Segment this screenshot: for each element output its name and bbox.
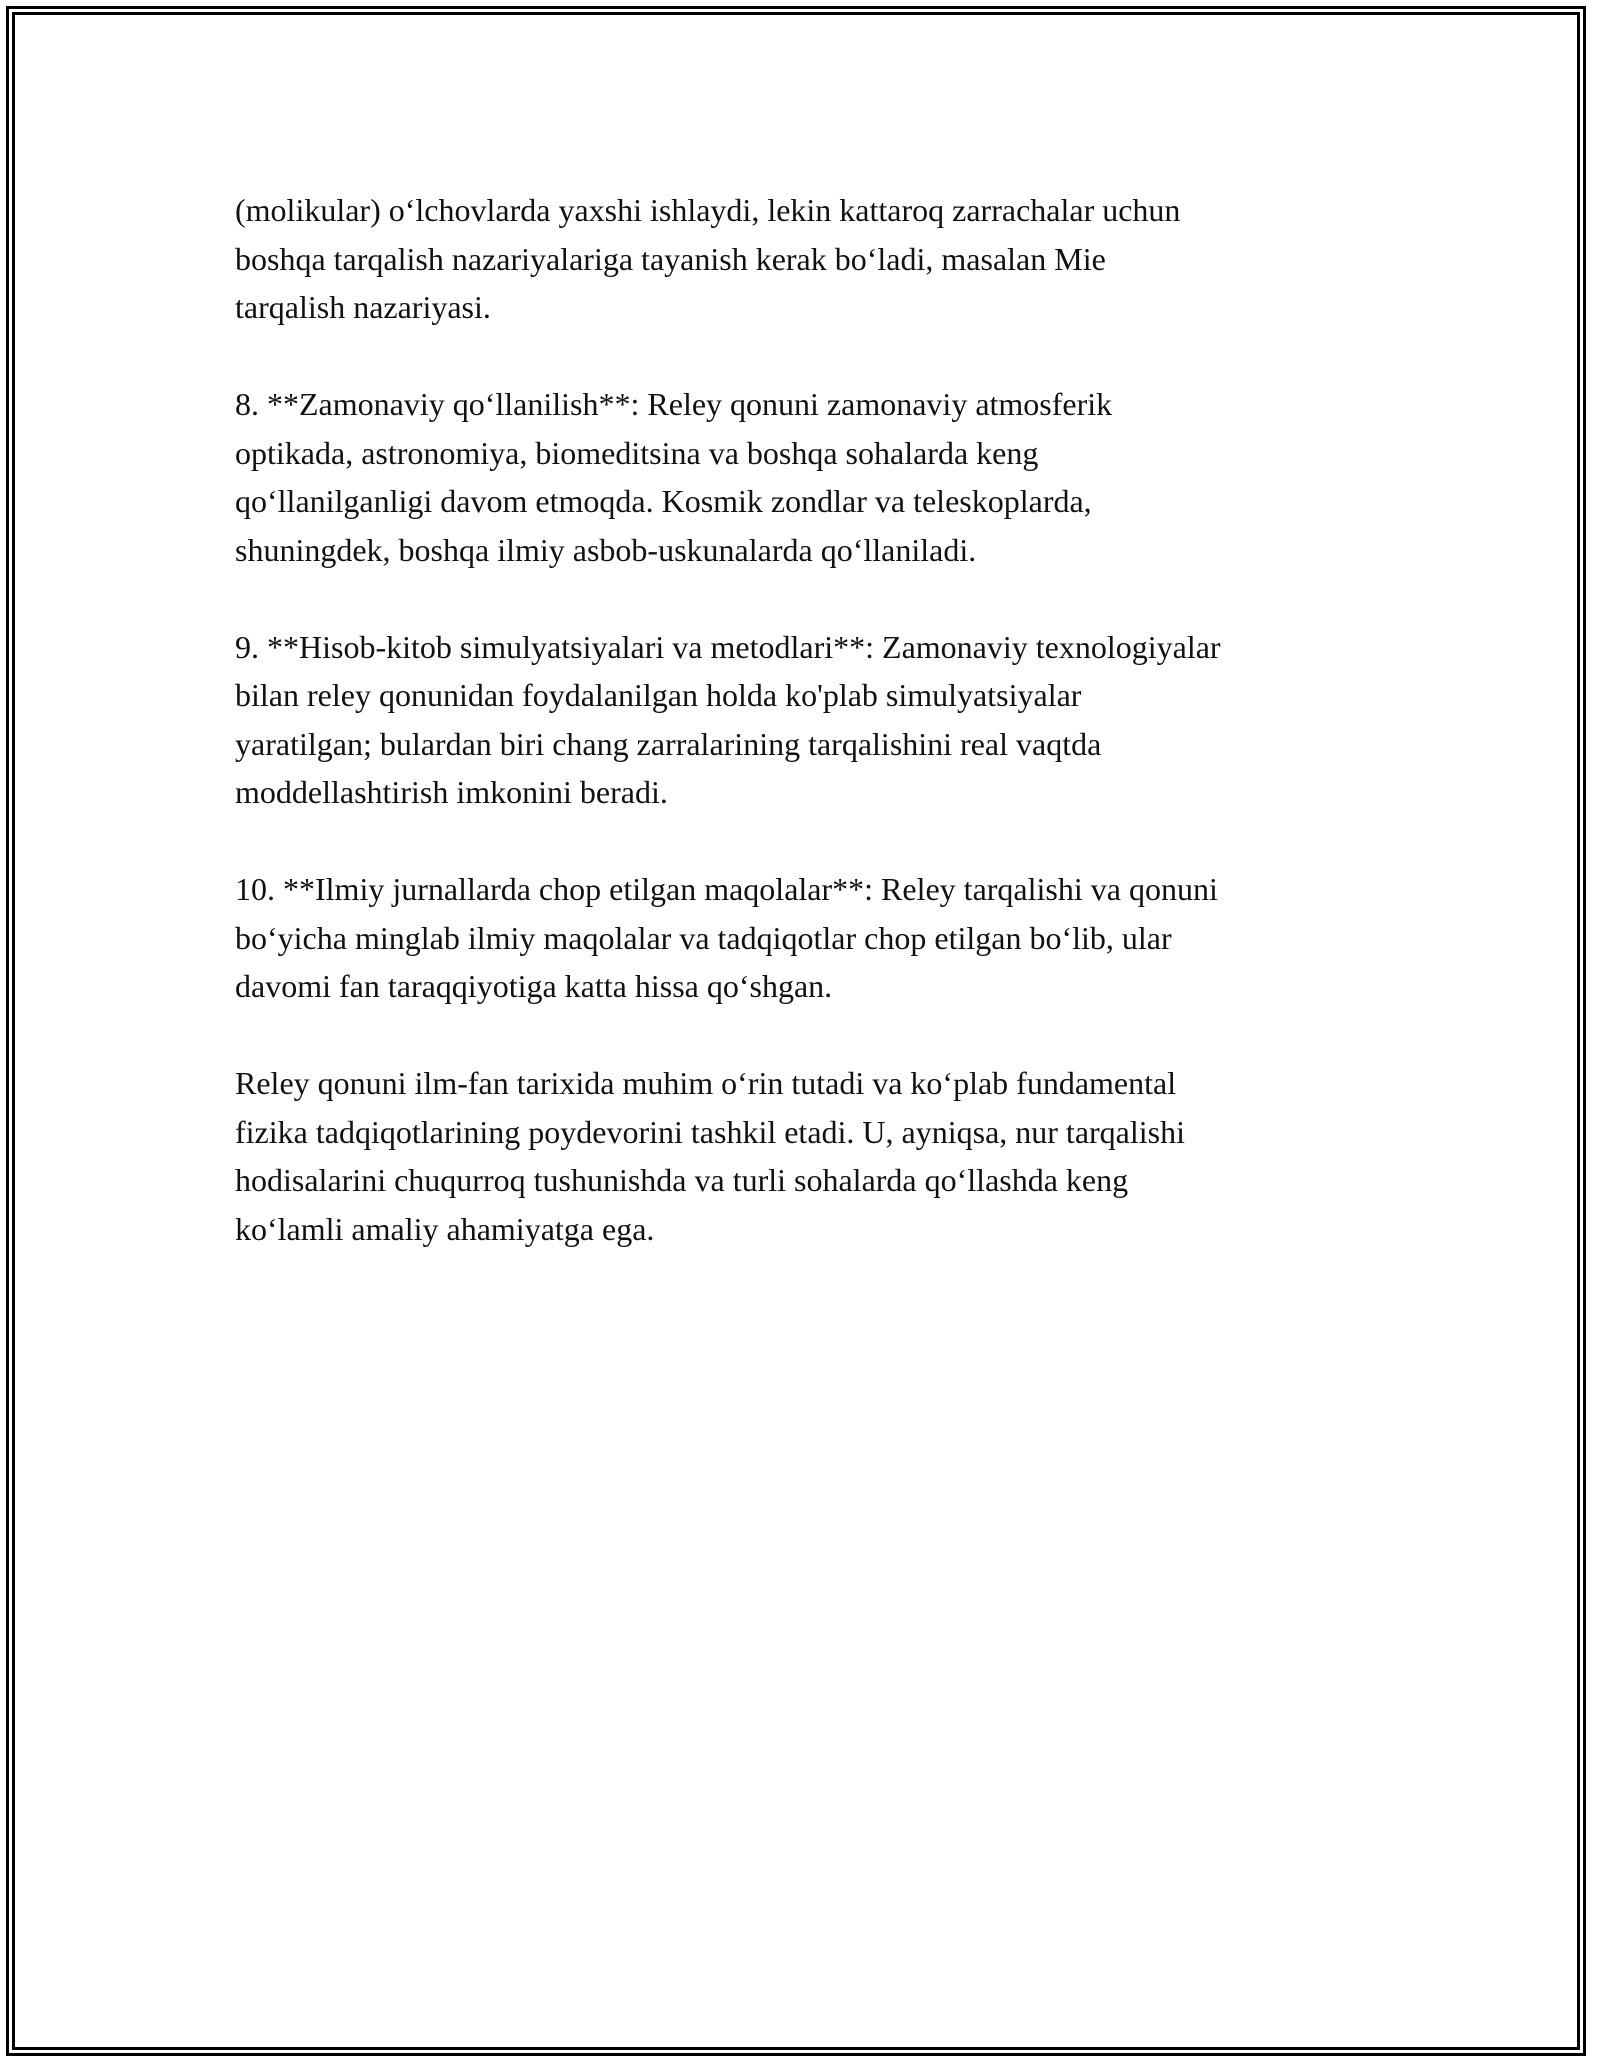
paragraph-item-9 [235,623,1385,817]
text-line: boshqa tarqalish nazariyalariga tayanish kerak bo‘ladi, masalan Mie [235,240,1106,277]
text-line: bo‘yicha minglab ilmiy maqolalar va tadqiqotlar chop etilgan bo‘lib, ular [235,919,1172,956]
text-line: hodisalarini chuqurroq tushunishda va turli sohalarda qo‘llashda keng [235,1162,1129,1198]
paragraph-item-10 [235,865,1385,1011]
text-line: davomi fan taraqqiyotiga katta hissa qo‘shgan. [235,968,833,1004]
text-line: tarqalish nazariyasi. [235,289,491,325]
document-body [235,186,1385,1302]
text-line: fizika tadqiqotlarining poydevorini tashkil etadi. U, ayniqsa, nur tarqalishi [235,1113,1185,1150]
text-line: 9. **Hisob-kitob simulyatsiyalari va metodlari**: Zamonaviy texnologiyalar [235,628,1221,665]
text-line: Reley qonuni ilm-fan tarixida muhim o‘rin tutadi va ko‘plab fundamental [235,1065,1177,1101]
text-line: ko‘lamli amaliy ahamiyatga ega. [235,1210,655,1247]
paragraph-rayleigh-limits [235,186,1385,332]
text-line: 10. **Ilmiy jurnallarda chop etilgan maqolalar**: Reley tarqalishi va qonuni [235,871,1218,907]
paragraph-conclusion [235,1059,1385,1253]
text-line: yaratilgan; bulardan biri chang zarralarining tarqalishini real vaqtda [235,725,1102,762]
text-line: qo‘llanilganligi davom etmoqda. Kosmik zondlar va teleskoplarda, [235,483,1092,519]
paragraph-item-8 [235,380,1385,574]
text-line: bilan reley qonunidan foydalanilgan holda ko'plab simulyatsiyalar [235,677,1082,713]
text-line: 8. **Zamonaviy qo‘llanilish**: Reley qonuni zamonaviy atmosferik [235,386,1113,422]
text-line: moddellashtirish imkonini beradi. [235,774,668,810]
text-line: shuningdek, boshqa ilmiy asbob-uskunalarda qo‘llaniladi. [235,531,977,568]
text-line: (molikular) o‘lchovlarda yaxshi ishlaydi, lekin kattaroq zarrachalar uchun [235,192,1181,228]
text-line: optikada, astronomiya, biomeditsina va boshqa sohalarda keng [235,434,1039,471]
